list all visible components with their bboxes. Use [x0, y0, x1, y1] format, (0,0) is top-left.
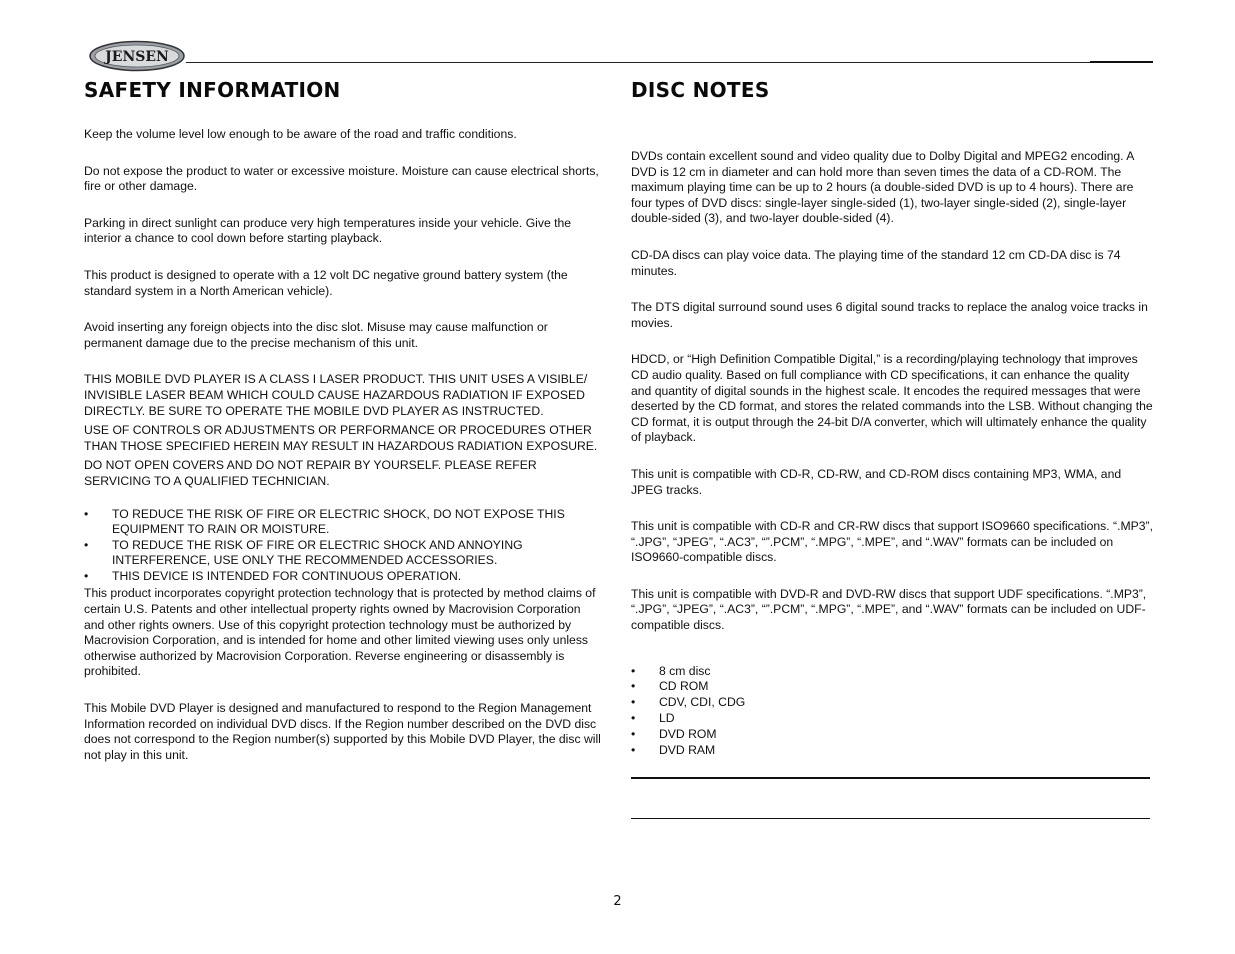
list-item: • THIS DEVICE IS INTENDED FOR CONTINUOUS OPERATION.: [84, 569, 604, 585]
list-item: • TO REDUCE THE RISK OF FIRE OR ELECTRIC SHOCK AND ANNOYING INTERFERENCE, USE ONLY THE RECOMMENDED ACCESSORIES.: [84, 538, 604, 569]
disc-note-paragraph: The DTS digital surround sound uses 6 digital sound tracks to replace the analog voice tracks in movies.: [631, 300, 1148, 330]
disc-types-list: [631, 664, 1153, 759]
list-item: • DVD RAM: [631, 743, 1153, 759]
safety-paragraph: This product is designed to operate with a 12 volt DC negative ground battery system (the standard system in a North American vehicle).: [84, 267, 568, 298]
warnings-list: [84, 507, 604, 585]
safety-information-title: SAFETY INFORMATION: [84, 78, 341, 102]
region-notice: This Mobile DVD Player is designed and manufactured to respond to the Region Management Information recorded on individual DVD discs. If the Region number described on the DVD disc does not correspond to the Region number(s) supported by this Mobile DVD Player, the disc will not play in this unit.: [84, 701, 601, 762]
safety-column: [84, 127, 604, 784]
list-item: • TO REDUCE THE RISK OF FIRE OR ELECTRIC SHOCK, DO NOT EXPOSE THIS EQUIPMENT TO RAIN OR MOISTURE.: [84, 507, 604, 538]
list-item: • LD: [631, 711, 1153, 727]
jensen-logo: [88, 40, 186, 72]
section-divider: [631, 777, 1150, 779]
svg-text:JENSEN: JENSEN: [105, 49, 169, 65]
laser-notice: DO NOT OPEN COVERS AND DO NOT REPAIR BY YOURSELF. PLEASE REFER SERVICING TO A QUALIFIED TECHNICIAN.: [84, 458, 537, 488]
disc-notes-column: [631, 149, 1153, 758]
list-item: • 8 cm disc: [631, 664, 1153, 680]
section-divider: [631, 818, 1150, 819]
page-number: 2: [613, 894, 622, 909]
laser-notice: THIS MOBILE DVD PLAYER IS A CLASS I LASER PRODUCT. THIS UNIT USES A VISIBLE/ INVISIBLE LASER BEAM WHICH COULD CAUSE HAZARDOUS RADIATION IF EXPOSED DIRECTLY. BE SURE TO OPERATE THE MOBILE DVD PLAYER AS INSTRUCTED.: [84, 372, 588, 418]
disc-note-paragraph: This unit is compatible with DVD-R and DVD-RW discs that support UDF specifications. “.MP3”, “.JPG”, “JPEG”, “.AC3”, “”.PCM”, “.MPG”, “.MPE”, and “.WAV” formats can be included on UDF-compatible discs.: [631, 586, 1147, 633]
copyright-notice: This product incorporates copyright protection technology that is protected by method claims of certain U.S. Patents and other intellectual property rights owned by Macrovision Corporation and other rights owners. Use of this copyright protection technology must be authorized by Macrovision Corporation, and is intended for home and other limited viewing uses only unless otherwise authorized by Macrovision Corporation. Reverse engineering or disassembly is prohibited.: [84, 586, 596, 679]
list-item: • CDV, CDI, CDG: [631, 695, 1153, 711]
list-item: • DVD ROM: [631, 727, 1153, 743]
header-rule: [186, 62, 1153, 63]
disc-note-paragraph: This unit is compatible with CD-R, CD-RW, and CD-ROM discs containing MP3, WMA, and JPEG tracks.: [631, 466, 1122, 497]
safety-paragraph: Keep the volume level low enough to be aware of the road and traffic conditions.: [84, 127, 517, 141]
disc-note-paragraph: CD-DA discs can play voice data. The playing time of the standard 12 cm CD-DA disc is 74 minutes.: [631, 247, 1121, 278]
safety-paragraph: Avoid inserting any foreign objects into the disc slot. Misuse may cause malfunction or permanent damage due to the precise mechanism of this unit.: [84, 320, 548, 350]
safety-paragraph: Do not expose the product to water or excessive moisture. Moisture can cause electrical shorts, fire or other damage.: [84, 163, 599, 194]
disc-note-paragraph: HDCD, or “High Definition Compatible Digital,” is a recording/playing technology that improves CD audio quality. Based on full compliance with CD specifications, it can enhance the quality and quantity of digital sounds in the highest scale. It encodes the required messages that were deserted by the CD format, and stores the related commands into the LSB. Without changing the CD format, it is output through the 24-bit D/A converter, which will ultimately enhance the quality of playback.: [631, 352, 1153, 445]
header-rule-accent: [1090, 61, 1153, 63]
disc-notes-title: DISC NOTES: [631, 78, 770, 102]
list-item: • CD ROM: [631, 679, 1153, 695]
safety-paragraph: Parking in direct sunlight can produce very high temperatures inside your vehicle. Give the interior a chance to cool down before starting playback.: [84, 215, 572, 246]
disc-note-paragraph: This unit is compatible with CD-R and CR-RW discs that support ISO9660 specifications. “.MP3”, “.JPG”, “JPEG”, “.AC3”, “”.PCM”, “.MPG”, “.MPE”, and “.WAV” formats can be included on ISO9660-compatible discs.: [631, 519, 1153, 565]
laser-notice: USE OF CONTROLS OR ADJUSTMENTS OR PERFORMANCE OR PROCEDURES OTHER THAN THOSE SPECIFIED HEREIN MAY RESULT IN HAZARDOUS RADIATION EXPOSURE.: [84, 423, 598, 453]
disc-note-paragraph: DVDs contain excellent sound and video quality due to Dolby Digital and MPEG2 encoding. A DVD is 12 cm in diameter and can hold more than seven times the data of a CD-ROM. The maximum playing time can be up to 2 hours (a double-sided DVD is up to 4 hours). There are four types of DVD discs: single-layer single-sided (1), two-layer single-sided (2), single-layer double-sided (3), and two-layer double-sided (4).: [631, 149, 1134, 226]
